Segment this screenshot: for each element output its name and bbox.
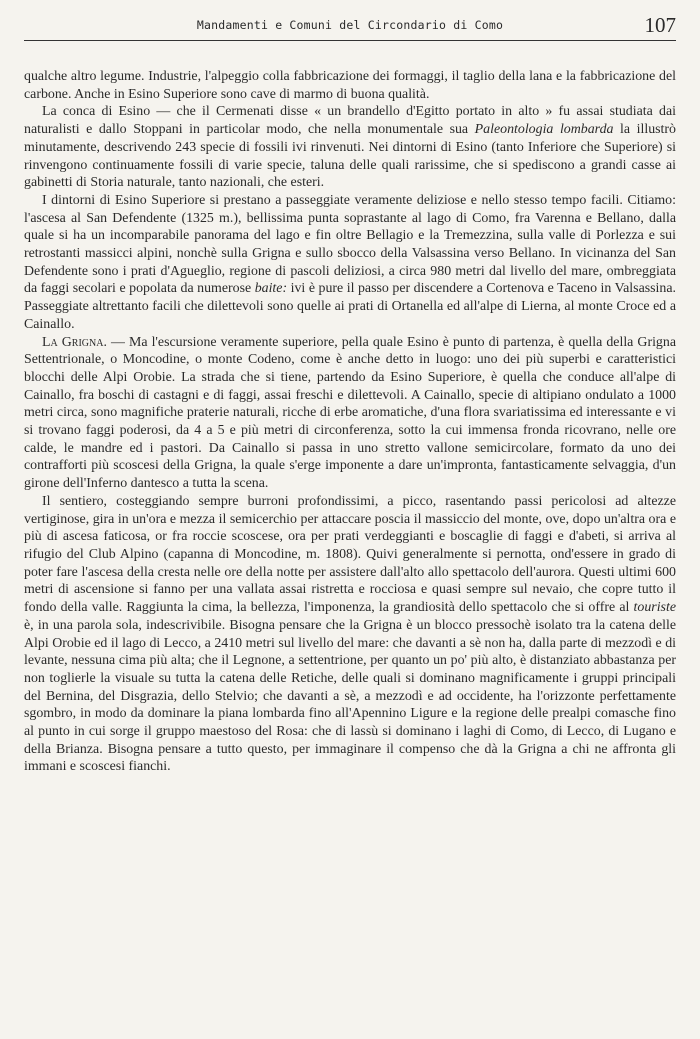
paragraph-3-italic-word: baite: [254, 281, 288, 297]
paragraph-5-text-a: Il sentiero, costeggiando sempre burroni profondissimi, a picco, rasentando passi pericolosi ad altezze vertiginose, gira in un'ora e mezza il semicerchio per attaccare poscia il massiccio del monte, ove, dopo un'altra ora e più di ascesa faticosa, or fra roccie scoscese, ora per prati verdeggianti e boscaglie di faggi e d'abeti, si arriva al rifugio del Club Alpino (capanna di Moncodine, m. 1808). Quivi generalmente si pernotta, ond'essere in grado di poter fare l'ascesa della cresta nelle ore della notte per assistere dall'alto allo spettacolo dell'aurora. Questi ultimi 600 metri di ascensione si fanno per una vallata assai ristretta e rocciosa e quasi sempre sul nevaio, che copre tutto il fondo della valle. Raggiunta la cima, la bellezza, l'imponenza, la grandiosità dello spettacolo che si offre al [24, 493, 676, 616]
paragraph-5-text-b: è, in una parola sola, indescrivibile. Bisogna pensare che la Grigna è un blocco pressochè isolato tra la catena delle Alpi Orobie ed il lago di Lecco, a 2410 metri sul livello del mare: che davanti a sè non ha, dalla parte di mezzodì e di levante, nessuna cima più alta; che il Legnone, a settentrione, per quanto un po' più alto, è distanziato abbastanza per non toglierle la visuale su tutta la catena delle Retiche, delle quali si dominano magnificamente i gruppi principali del Bernina, del Disgrazia, dello Stelvio; che davanti a sè, a mezzodì e ad occidente, ha l'orizzonte perfettamente sgombro, in modo da dominare la piana lombarda fino all'Apennino Ligure e la regione delle prealpi comasche fino al punto in cui sorge il gruppo maestoso del Rosa: che di lassù si dominano i laghi di Como, di Lecco, di Lugano e della Brianza. Bisogna pensare a tutto questo, per immaginare il compenso che dà la Grigna a chi ne affronta gli immani e scoscesi fianchi. [24, 617, 676, 775]
paragraph-2-text-b: la illustrò minutamente, descrivendo 243 specie di fossili ivi rinvenuti. Nei dintorni di Esino (tanto Inferiore che Superiore) si rinvengono continuamente fossili di varie specie, taluna delle quali rarissime, che si spediscono a grandi casse ai gabinetti di Storia naturale, tanto nazionali, che esteri. [24, 122, 676, 191]
paragraph-2-italic-title: Paleontologia lombarda [474, 122, 614, 138]
page-header [24, 10, 676, 41]
paragraph-4 [24, 334, 676, 493]
section-heading-grigna: La Grigna. [42, 334, 107, 350]
paragraph-2 [24, 103, 676, 192]
body-text [24, 68, 676, 776]
paragraph-5 [24, 493, 676, 776]
paragraph-3-text-a: I dintorni di Esino Superiore si prestano a passeggiate veramente deliziose e nello stesso tempo facili. Citiamo: l'ascesa al San Defendente (1325 m.), bellissima punta soprastante al lago di Como, fra Varenna e Bellano, dalla quale si ha un incomparabile panorama del lago e fin oltre Bellagio e la Tremezzina, sulla valle di Porlezza e sui retrostanti massicci alpini, nonchè sulla Grigna e sullo sbocco della Valsassina verso Bellano. In vicinanza del San Defendente sono i prati d'Agueglio, regione di pascoli deliziosi, a circa 980 metri dal livello del mare, ombreggiata da faggi secolari e popolata da numerose [24, 192, 676, 297]
paragraph-5-italic-word: touriste [633, 600, 676, 616]
paragraph-3 [24, 192, 676, 334]
paragraph-4-text: — Ma l'escursione veramente superiore, pella quale Esino è punto di partenza, è quella della Grigna Settentrionale, o Moncodine, o monte Codeno, come è anche detto in luogo: uno dei più superbi e caratteristici blocchi delle Alpi Orobie. La strada che si tiene, partendo da Esino Superiore, è quella che conduce all'alpe di Cainallo, fra boschi di castagni e di faggi, assai freschi e dilettevoli. A Cainallo, specie di altipiano ondulato a 1000 metri circa, sono magnifiche praterie naturali, ricche di erbe aromatiche, d'una flora svariatissima ed interessante e vi si trovano faggi poderosi, da 4 a 5 e più metri di circonferenza, sotto la cui immensa fronda ricovrano, nelle ore calde, le mandre ed i pastori. Da Cainallo si passa in uno stretto vallone semicircolare, formato da uno dei contrafforti più scoscesi della Grigna, la quale s'erge imponente a dare un'impronta, fantasticamente selvaggia, d'un girone dell'Inferno dantesco a tutta la scena. [24, 334, 676, 492]
page-number: 107 [644, 13, 676, 37]
paragraph-2-text-a: La conca di Esino — che il Cermenati disse « un brandello d'Egitto portato in alto » fu assai studiata dai naturalisti e dallo Stoppani in particolar modo, che nella monumentale sua [24, 104, 676, 138]
paragraph-1: qualche altro legume. Industrie, l'alpeggio colla fabbricazione dei formaggi, il taglio della lana e la fabbricazione del carbone. Anche in Esino Superiore sono cave di marmo di buona qualità. [24, 69, 676, 102]
paragraph-3-text-b: ivi è pure il passo per discendere a Cortenova e Taceno in Valsassina. Passeggiate altrettanto facili che dilettevoli sono quelle ai prati di Ortanella ed all'alpe di Lierna, al monte Croce ed a Cainallo. [24, 281, 676, 332]
running-title: Mandamenti e Comuni del Circondario di Como [196, 18, 504, 32]
